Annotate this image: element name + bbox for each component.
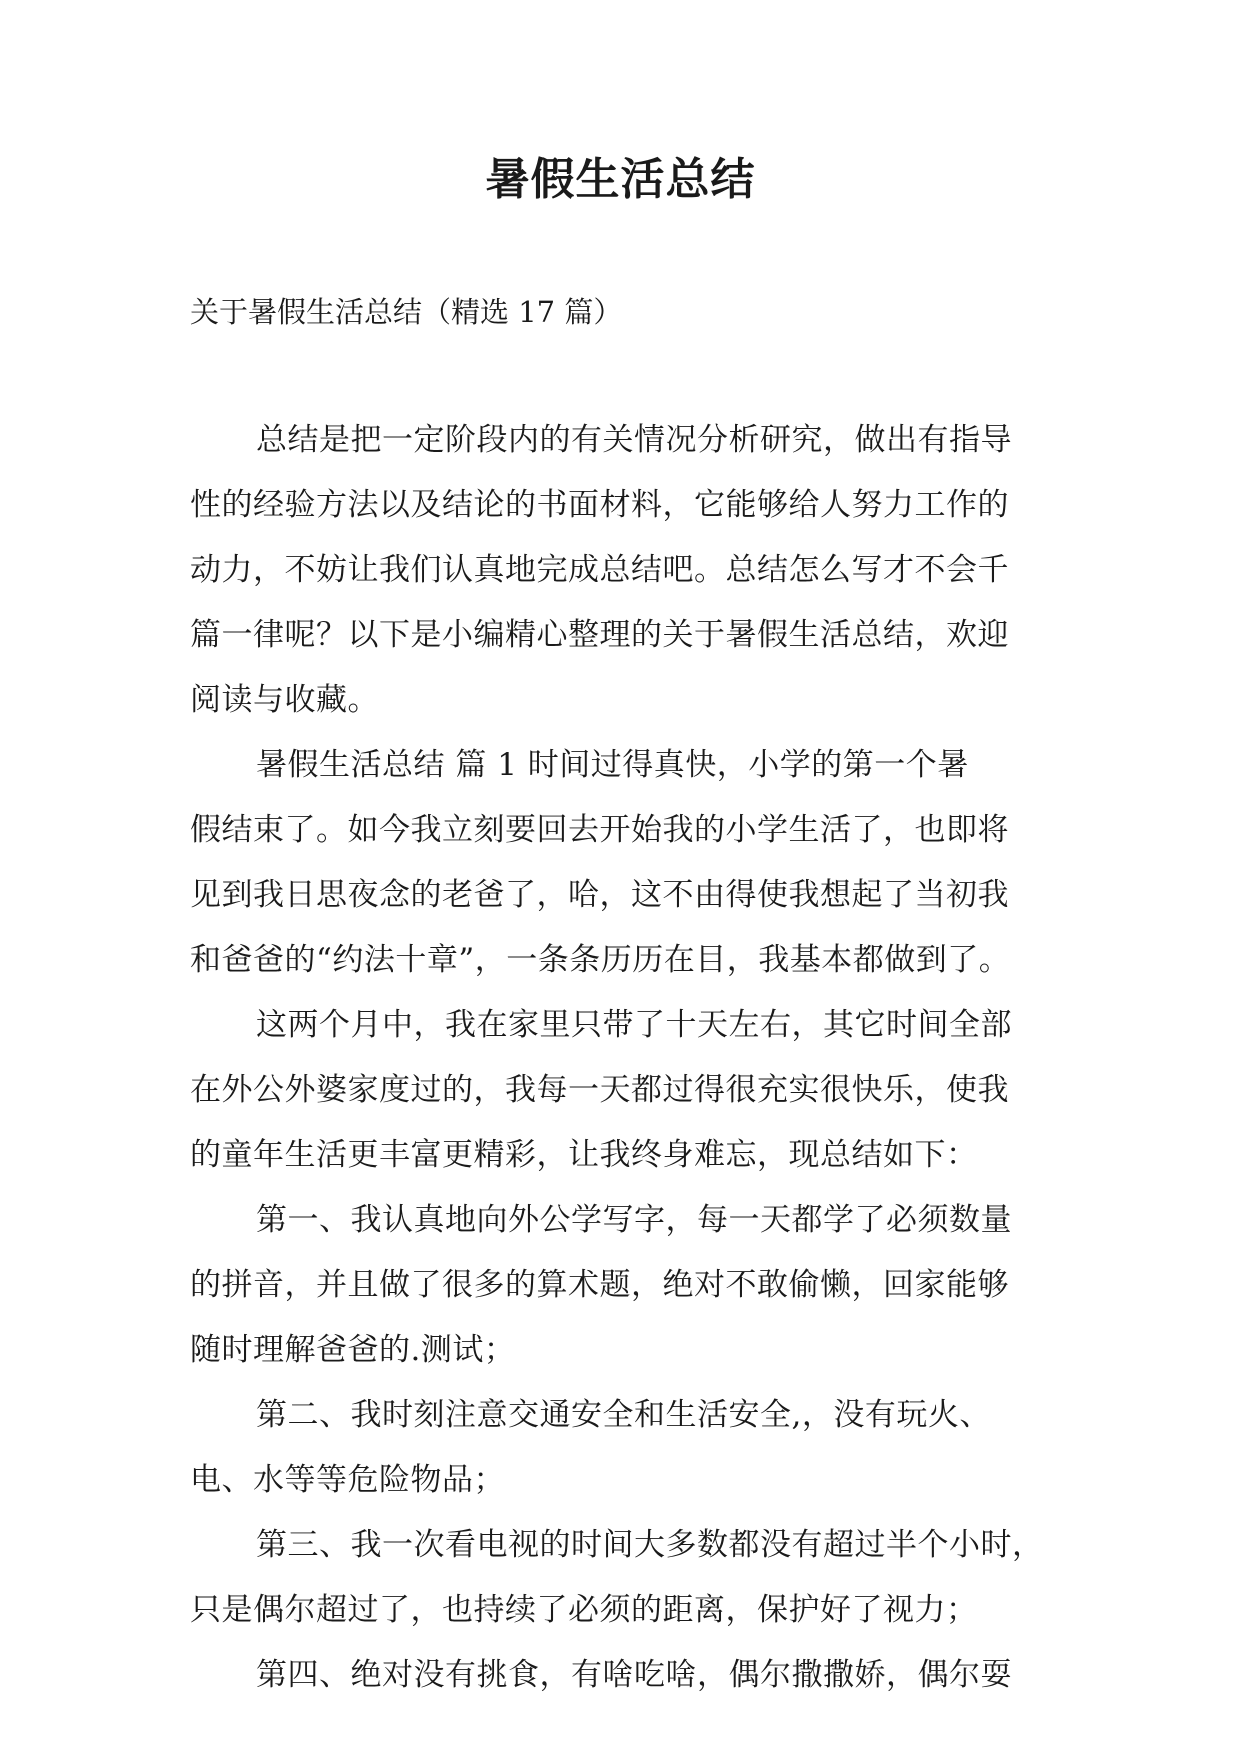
text-line: 篇一律呢？以下是小编精心整理的关于暑假生活总结，欢迎: [190, 617, 1009, 653]
text-line: 第四、绝对没有挑食，有啥吃啥，偶尔撒撒娇，偶尔耍: [256, 1657, 1012, 1693]
text-line: 动力，不妨让我们认真地完成总结吧。总结怎么写才不会千: [190, 552, 1009, 588]
document-title: 暑假生活总结: [485, 154, 756, 205]
text-line: 的拼音，并且做了很多的算术题，绝对不敢偷懒，回家能够: [190, 1267, 1009, 1303]
text-line: 性的经验方法以及结论的书面材料，它能够给人努力工作的: [190, 487, 1009, 523]
text-line: 这两个月中，我在家里只带了十天左右，其它时间全部: [256, 1007, 1012, 1043]
text-line: 的童年生活更丰富更精彩，让我终身难忘，现总结如下：: [190, 1137, 978, 1173]
text-line: 在外公外婆家度过的，我每一天都过得很充实很快乐，使我: [190, 1072, 1009, 1108]
text-line: 第三、我一次看电视的时间大多数都没有超过半个小时，: [256, 1527, 1044, 1563]
text-line: 总结是把一定阶段内的有关情况分析研究，做出有指导: [256, 422, 1012, 458]
text-line: 第二、我时刻注意交通安全和生活安全,，没有玩火、: [256, 1397, 991, 1433]
text-line: 暑假生活总结 篇 1 时间过得真快，小学的第一个暑: [256, 747, 969, 783]
text-line: 随时理解爸爸的.测试；: [190, 1332, 516, 1368]
document-subtitle: 关于暑假生活总结（精选 17 篇）: [190, 295, 623, 329]
text-line: 第一、我认真地向外公学写字，每一天都学了必须数量: [256, 1202, 1012, 1238]
text-line: 电、水等等危险物品；: [190, 1462, 505, 1498]
text-line: 和爸爸的“约法十章”，一条条历历在目，我基本都做到了。: [190, 942, 1011, 978]
text-line: 阅读与收藏。: [190, 682, 379, 718]
text-line: 见到我日思夜念的老爸了，哈，这不由得使我想起了当初我: [190, 877, 1009, 913]
text-line: 假结束了。如今我立刻要回去开始我的小学生活了，也即将: [190, 812, 1009, 848]
text-line: 只是偶尔超过了，也持续了必须的距离，保护好了视力；: [190, 1592, 978, 1628]
document-body: [190, 408, 1050, 1708]
